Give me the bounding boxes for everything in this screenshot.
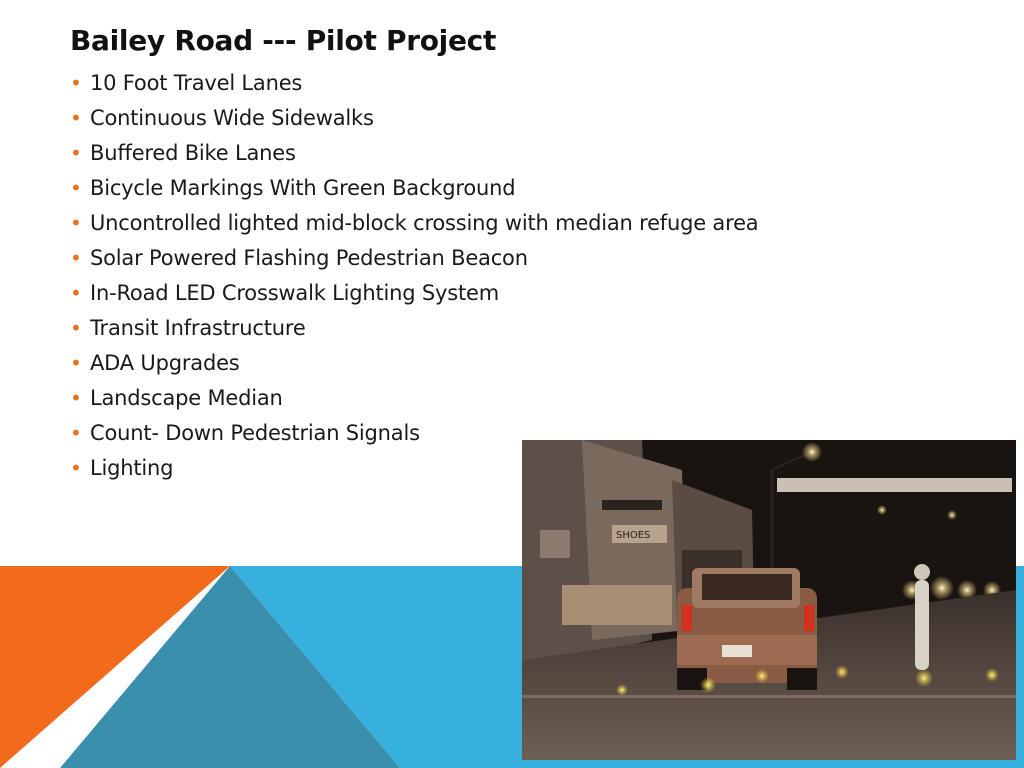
list-item xyxy=(70,138,758,173)
street-crossing-photo xyxy=(522,440,1016,760)
list-item xyxy=(70,383,758,418)
bullet-text: Bicycle Markings With Green Background xyxy=(90,176,516,200)
bullet-text: Buffered Bike Lanes xyxy=(90,141,296,165)
bullet-text: Landscape Median xyxy=(90,386,283,410)
list-item xyxy=(70,173,758,208)
bullet-icon: • xyxy=(70,71,82,95)
bullet-icon: • xyxy=(70,141,82,165)
list-item xyxy=(70,278,758,313)
bullet-icon: • xyxy=(70,316,82,340)
bullet-list xyxy=(70,68,758,488)
bullet-text: Count- Down Pedestrian Signals xyxy=(90,421,420,445)
bullet-icon: • xyxy=(70,421,82,445)
bullet-text: Continuous Wide Sidewalks xyxy=(90,106,374,130)
bullet-text: Uncontrolled lighted mid-block crossing with median refuge area xyxy=(90,211,759,235)
list-item xyxy=(70,208,758,243)
list-item xyxy=(70,348,758,383)
slide-title: Bailey Road --- Pilot Project xyxy=(70,24,497,57)
bullet-text: Lighting xyxy=(90,456,174,480)
bullet-text: 10 Foot Travel Lanes xyxy=(90,71,303,95)
svg-text:SHOES: SHOES xyxy=(616,530,651,541)
bullet-icon: • xyxy=(70,176,82,200)
bullet-text: In-Road LED Crosswalk Lighting System xyxy=(90,281,500,305)
bullet-text: ADA Upgrades xyxy=(90,351,240,375)
list-item xyxy=(70,243,758,278)
bullet-icon: • xyxy=(70,106,82,130)
bullet-icon: • xyxy=(70,386,82,410)
bullet-icon: • xyxy=(70,351,82,375)
list-item xyxy=(70,68,758,103)
bullet-icon: • xyxy=(70,246,82,270)
bullet-icon: • xyxy=(70,281,82,305)
list-item xyxy=(70,103,758,138)
bullet-text: Transit Infrastructure xyxy=(90,316,306,340)
bullet-icon: • xyxy=(70,211,82,235)
bullet-text: Solar Powered Flashing Pedestrian Beacon xyxy=(90,246,528,270)
list-item xyxy=(70,313,758,348)
bullet-icon: • xyxy=(70,456,82,480)
